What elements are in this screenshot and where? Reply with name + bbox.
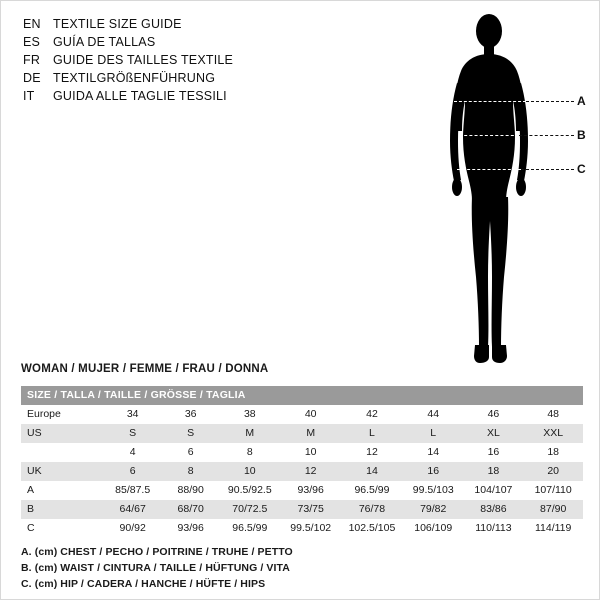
cell: 93/96	[162, 519, 219, 538]
table-row	[21, 462, 583, 481]
row-label-c: C	[21, 519, 103, 538]
language-text-it: GUIDA ALLE TAGLIE TESSILI	[53, 89, 227, 103]
cell: S	[162, 424, 219, 443]
language-text-es: GUÍA DE TALLAS	[53, 35, 156, 49]
language-code-fr: FR	[23, 53, 41, 67]
cell: 96.5/99	[341, 481, 403, 500]
language-row-de	[23, 71, 353, 89]
language-row-fr	[23, 53, 353, 71]
language-code-en: EN	[23, 17, 41, 31]
measure-line-a-extension	[526, 101, 574, 102]
cell: 20	[523, 462, 583, 481]
cell: 107/110	[523, 481, 583, 500]
cell: 4	[103, 443, 162, 462]
cell: 104/107	[464, 481, 524, 500]
cell: 90.5/92.5	[219, 481, 280, 500]
language-text-en: TEXTILE SIZE GUIDE	[53, 17, 182, 31]
cell: 99.5/102	[280, 519, 341, 538]
cell: 14	[403, 443, 464, 462]
measure-line-b-body	[459, 135, 519, 136]
cell: 38	[219, 405, 280, 424]
row-label-uk: UK	[21, 462, 103, 481]
female-silhouette-figure	[401, 9, 591, 369]
table-row	[21, 424, 583, 443]
cell: 85/87.5	[103, 481, 162, 500]
table-row	[21, 519, 583, 538]
measure-line-a-body	[454, 101, 526, 102]
cell: 76/78	[341, 500, 403, 519]
note-c: C. (cm) HIP / CADERA / HANCHE / HÜFTE / HIPS	[21, 578, 266, 590]
language-row-en	[23, 17, 353, 35]
cell: 18	[523, 443, 583, 462]
cell: M	[219, 424, 280, 443]
cell: 10	[280, 443, 341, 462]
cell: 14	[341, 462, 403, 481]
note-b: B. (cm) WAIST / CINTURA / TAILLE / HÜFTUNG / VITA	[21, 562, 290, 574]
cell: 106/109	[403, 519, 464, 538]
cell: 40	[280, 405, 341, 424]
measure-label-c: C	[577, 162, 586, 176]
cell: L	[403, 424, 464, 443]
language-text-de: TEXTILGRÖßENFÜHRUNG	[53, 71, 216, 85]
table-row	[21, 500, 583, 519]
table-header-label: SIZE / TALLA / TAILLE / GRÖSSE / TAGLIA	[21, 386, 583, 405]
measure-line-b-extension	[519, 135, 574, 136]
language-row-it	[23, 89, 353, 107]
table-row	[21, 481, 583, 500]
size-table	[21, 386, 583, 538]
cell: 42	[341, 405, 403, 424]
cell: 114/119	[523, 519, 583, 538]
measure-label-b: B	[577, 128, 586, 142]
language-code-de: DE	[23, 71, 41, 85]
language-list	[23, 17, 353, 107]
cell: 110/113	[464, 519, 524, 538]
table-row	[21, 443, 583, 462]
row-label-europe: Europe	[21, 405, 103, 424]
cell: 96.5/99	[219, 519, 280, 538]
cell: 70/72.5	[219, 500, 280, 519]
cell: 79/82	[403, 500, 464, 519]
table-row	[21, 405, 583, 424]
row-label-us-numeric	[21, 443, 103, 462]
cell: XL	[464, 424, 524, 443]
silhouette-icon	[401, 9, 591, 369]
row-label-us: US	[21, 424, 103, 443]
cell: 48	[523, 405, 583, 424]
cell: 6	[103, 462, 162, 481]
language-code-es: ES	[23, 35, 41, 49]
cell: 73/75	[280, 500, 341, 519]
cell: 12	[341, 443, 403, 462]
row-label-b: B	[21, 500, 103, 519]
measure-line-c-body	[457, 169, 521, 170]
cell: 102.5/105	[341, 519, 403, 538]
cell: 16	[464, 443, 524, 462]
cell: 44	[403, 405, 464, 424]
cell: 90/92	[103, 519, 162, 538]
cell: 34	[103, 405, 162, 424]
language-row-es	[23, 35, 353, 53]
cell: 8	[219, 443, 280, 462]
cell: 36	[162, 405, 219, 424]
cell: 99.5/103	[403, 481, 464, 500]
cell: 18	[464, 462, 524, 481]
cell: 16	[403, 462, 464, 481]
cell: 93/96	[280, 481, 341, 500]
cell: S	[103, 424, 162, 443]
cell: 68/70	[162, 500, 219, 519]
cell: L	[341, 424, 403, 443]
measure-label-a: A	[577, 94, 586, 108]
cell: 46	[464, 405, 524, 424]
cell: 8	[162, 462, 219, 481]
cell: 87/90	[523, 500, 583, 519]
cell: 88/90	[162, 481, 219, 500]
measurement-notes	[21, 544, 293, 592]
measure-line-c-extension	[521, 169, 574, 170]
language-code-it: IT	[23, 89, 35, 103]
cell: 6	[162, 443, 219, 462]
cell: 12	[280, 462, 341, 481]
cell: 64/67	[103, 500, 162, 519]
cell: 83/86	[464, 500, 524, 519]
language-text-fr: GUIDE DES TAILLES TEXTILE	[53, 53, 234, 67]
cell: M	[280, 424, 341, 443]
cell: 10	[219, 462, 280, 481]
row-label-a: A	[21, 481, 103, 500]
note-a: A. (cm) CHEST / PECHO / POITRINE / TRUHE / PETTO	[21, 546, 293, 558]
table-header-row	[21, 386, 583, 405]
section-title: WOMAN / MUJER / FEMME / FRAU / DONNA	[21, 363, 269, 375]
cell: XXL	[523, 424, 583, 443]
